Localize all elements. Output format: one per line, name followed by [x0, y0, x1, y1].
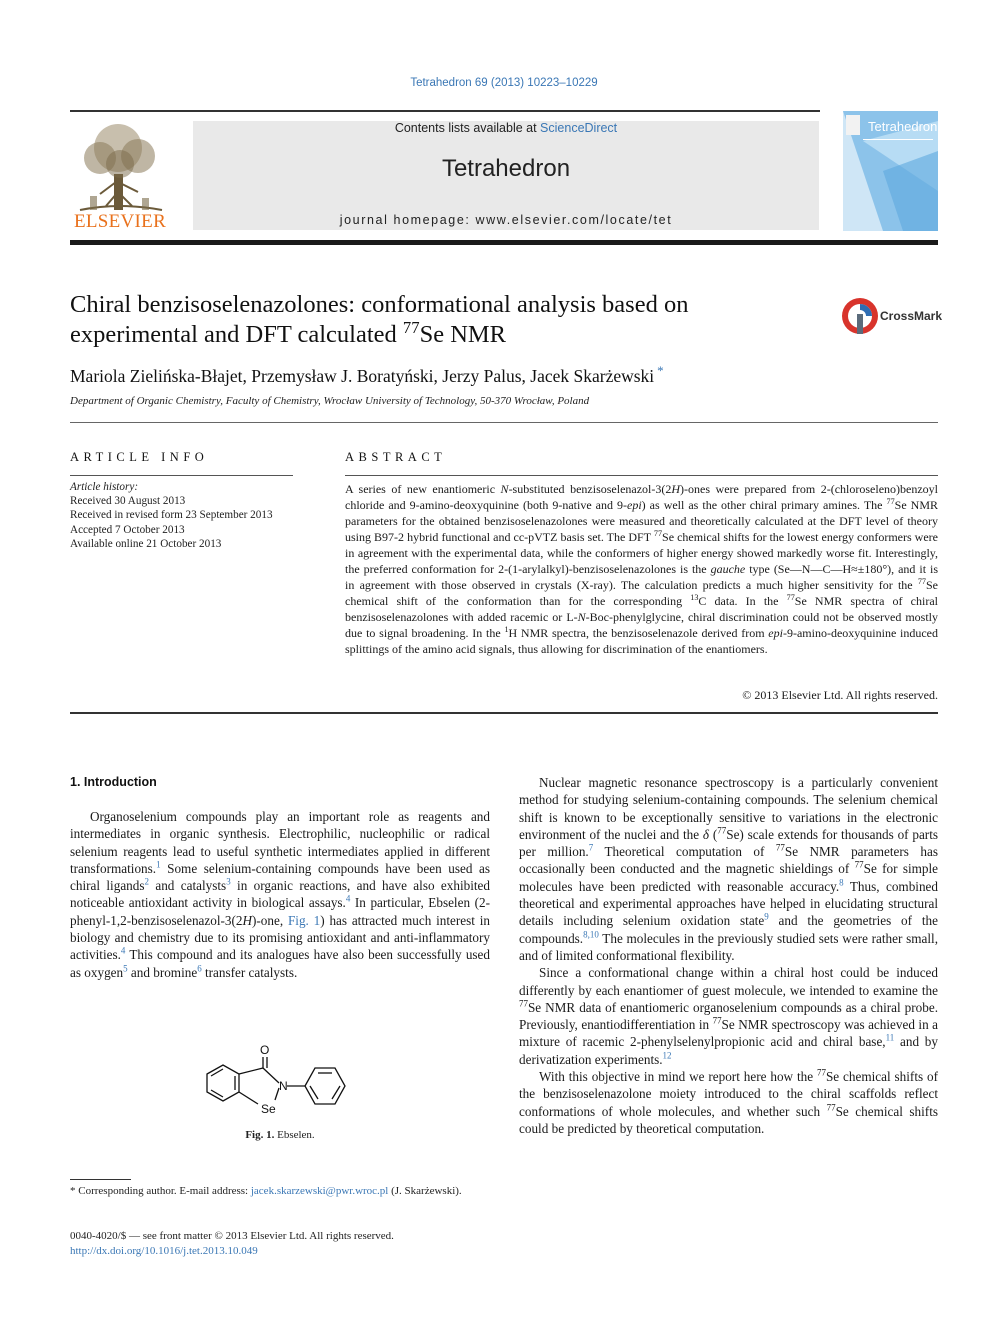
atom-oxygen: O: [260, 1043, 270, 1057]
journal-citation[interactable]: Tetrahedron 69 (2013) 10223–10229: [410, 77, 598, 89]
ref-link[interactable]: 4: [120, 945, 126, 956]
sciencedirect-link[interactable]: ScienceDirect: [540, 121, 618, 135]
history-label: Article history:: [70, 481, 139, 493]
section-rule: [70, 422, 938, 423]
issn-doi-block: [70, 1229, 394, 1259]
authors-names: Mariola Zielińska-Błajet, Przemysław J. Boratyński, Jerzy Palus, Jacek Skarżewski: [70, 365, 655, 386]
ref-link[interactable]: 4: [345, 894, 351, 905]
ref-link[interactable]: 12: [662, 1050, 672, 1061]
article-title: [70, 290, 810, 350]
title-line-2-end: Se NMR: [419, 321, 507, 348]
ref-link[interactable]: 11: [885, 1033, 895, 1044]
article-info-heading: ARTICLE INFO: [70, 450, 209, 464]
title-line-2: experimental and DFT calculated: [70, 321, 403, 348]
ref-link[interactable]: 9: [764, 911, 769, 922]
article-history: [70, 480, 310, 551]
footnote-rule: [70, 1179, 131, 1180]
abstract-heading: ABSTRACT: [345, 450, 447, 464]
abstract-end-rule: [70, 712, 938, 714]
ref-link[interactable]: 1: [156, 859, 161, 870]
corresponding-author-mark[interactable]: *: [657, 363, 664, 378]
body-column-left: [70, 808, 490, 981]
contents-line: [193, 121, 819, 135]
ref-link[interactable]: 8: [839, 877, 844, 888]
ref-link[interactable]: 6: [197, 963, 202, 974]
ref-link[interactable]: 7: [588, 842, 594, 853]
publisher-wordmark: ELSEVIER: [73, 211, 167, 232]
header-thick-rule: [70, 240, 938, 245]
corresponding-author-footnote: * Corresponding author. E-mail address: jacek.skarzewski@pwr.wroc.pl (J. Skarżewski).: [70, 1185, 462, 1197]
figure-caption: [70, 1129, 490, 1141]
section-heading-introduction: 1. Introduction: [70, 775, 157, 789]
title-line-1: Chiral benzisoselenazolones: conformational analysis based on: [70, 291, 689, 318]
abstract-text: A series of new enantiomeric N-substituted benzisoselenazol-3(2H)-ones were prepared from 2-(chloroseleno)benzoyl chloride and 9-amino-deoxyquinine (both 9-native and 9-epi) as well as the other chiral primary amines. The $^{77}$Se NMR parameters for the obtained benzisoselenazolones were measured and theoretically calculated at the DFT level of theory using B97-2 hybrid functional and cc-pVTZ basis set. The DFT $^{77}$Se chemical shifts for the lowest energy conformers were in agreement with the experimental data, while the conformers of higher energy showed markedly worse fit. Interestingly, the preferred conformation for 2-(1-arylalkyl)-benzisoselenazolones is the gauche type (Se—N—C—H≈±180°), and it is in agreement with those observed in crystals (X-ray). The calculation predicts a much higher sensitivity for the $^{77}$Se chemical shift of the conformation than for the corresponding $^{13}$C data. In the $^{77}$Se NMR spectra of chiral benzisoselenazolones with added racemic or L-N-Boc-phenylglycine, chiral discrimination could not be observed mostly due to signal broadening. In the $^1$H NMR spectra, the benzisoselenazole derived from epi-9-amino-deoxyquinine induced splittings of the amino acid signals, thus allowing for discrimination of the enantiomers.: [345, 482, 939, 656]
journal-homepage[interactable]: journal homepage: www.elsevier.com/locate/tet: [339, 213, 673, 227]
author-email-link[interactable]: jacek.skarzewski@pwr.wroc.pl: [250, 1185, 389, 1197]
ref-link[interactable]: 8,10: [583, 929, 599, 940]
history-accepted: Accepted 7 October 2013: [70, 523, 185, 536]
intro-paragraph-2: Nuclear magnetic resonance spectroscopy is a particularly convenient method for studying selenium-containing compounds. The selenium chemical shift is known to be exceptionally sensitive to variations in the electronic environment of the nuclei and the δ ($^{77}$Se) scale extends for thousands of parts per million.$^7$ Theoretical computation of $^{77}$Se NMR parameters has occasionally been conducted and the magnetic shieldings of $^{77}$Se for simple molecules have been predicted with reasonable accuracy.$^8$ Thus, combined theoretical and experimental approaches have helped in elucidating structural details including selenium oxidation state$^9$ and the geometries of the compounds.$^{8,10}$ The molecules in the previously studied sets were rather small, and of limited conformational flexibility.: [519, 775, 939, 963]
history-revised: Received in revised form 23 September 2013: [70, 509, 273, 522]
atom-nitrogen: N: [279, 1079, 288, 1093]
author-list: [70, 363, 664, 387]
intro-paragraph-3: Since a conformational change within a chiral host could be induced differently by each enantiomer of guest molecule, we intended to examine the $^{77}$Se NMR data of enantiomeric organoselenium compounds as a chiral probe. Previously, enantiodifferentiation in $^{77}$Se NMR spectroscopy was achieved in a mixture of racemic 2-phenylselenylpropionic acid and chiral base,$^{11}$ and by derivatization experiments.$^{12}$: [519, 965, 939, 1067]
intro-paragraph-4: With this objective in mind we report here how the $^{77}$Se chemical shifts of the benzisoselenazolone moiety introduced to the chiral scaffolds reflect conformations of whole molecules, and whether such $^{77}$Se chemical shifts could be predicted by theoretical computation.: [519, 1067, 938, 1136]
abstract-copyright: © 2013 Elsevier Ltd. All rights reserved.: [742, 688, 938, 702]
title-isotope-sup: 77: [402, 317, 420, 337]
body-column-right: [519, 774, 938, 1137]
ref-link[interactable]: 2: [144, 876, 149, 887]
ref-link[interactable]: 3: [226, 876, 231, 887]
affiliation: Department of Organic Chemistry, Faculty of Chemistry, Wrocław University of Technology, 50-370 Wrocław, Poland: [70, 395, 590, 407]
journal-cover-thumbnail: [843, 111, 938, 231]
figure-caption-label: Fig. 1.: [245, 1129, 275, 1141]
ebselen-structure-figure: [195, 1038, 365, 1128]
doi-link[interactable]: http://dx.doi.org/10.1016/j.tet.2013.10.049: [70, 1245, 258, 1257]
journal-title: Tetrahedron: [441, 155, 571, 182]
intro-paragraph-1: Organoselenium compounds play an important role as reagents and intermediates in organic synthesis. Electrophilic, nucleophilic or radical selenium reagents lead to useful synthetic intermediates applied in different transformations.$^1$ Some selenium-containing compounds have been used as chiral ligands$^2$ and catalysts$^3$ in organic reactions, and have also exhibited noticeable antioxidant activity in biological assays.$^4$ In particular, Ebselen (2-phenyl-1,2-benzisoselenazol-3(2H)-one, Fig. 1) has attracted much interest in biology and chemistry due to its promising antioxidant and anti-inflammatory activities.$^4$ This compound and its analogues have also been successfully used as oxygen$^5$ and bromine$^6$ transfer catalysts.: [70, 809, 491, 980]
atom-selenium: Se: [261, 1102, 276, 1116]
figure-caption-text: Ebselen.: [274, 1129, 315, 1141]
article-info-rule: [70, 475, 293, 476]
contents-prefix: Contents lists available at: [394, 121, 541, 135]
ref-link[interactable]: 5: [123, 963, 128, 974]
issn-line: 0040-4020/$ — see front matter © 2013 Elsevier Ltd. All rights reserved.: [70, 1230, 394, 1242]
history-received: Received 30 August 2013: [70, 495, 186, 508]
figure-ref-link[interactable]: Fig. 1: [287, 912, 321, 928]
history-online: Available online 21 October 2013: [70, 537, 222, 550]
cover-title: Tetrahedron: [868, 119, 938, 134]
crossmark-icon[interactable]: [840, 296, 880, 336]
abstract-rule: [345, 475, 938, 476]
header-rule: [70, 110, 820, 112]
crossmark-label[interactable]: CrossMark: [880, 309, 943, 323]
